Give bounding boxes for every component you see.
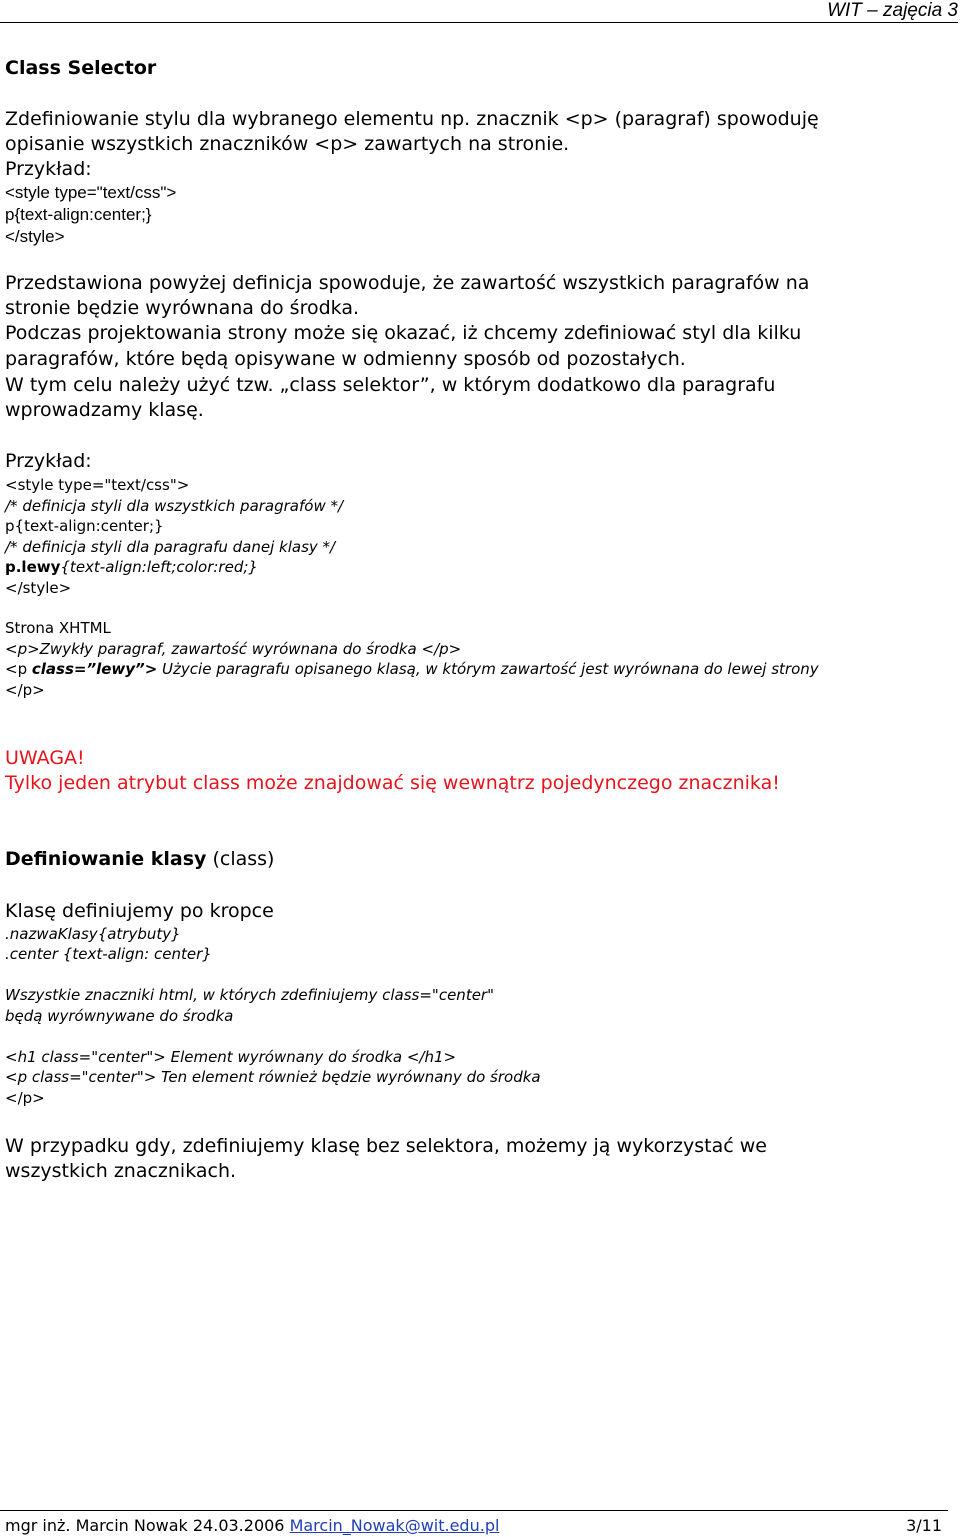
code2-line-6: </style> [5, 579, 72, 597]
code2-line-3: p{text-align:center;} [5, 517, 164, 535]
xhtml-line-2 [5, 660, 819, 678]
intro-line-1: Zdefiniowanie stylu dla wybranego elementu np. znacznik <p> (paragraf) spowoduję [5, 108, 819, 130]
example-label: Przykład: [5, 158, 92, 180]
code2-rule: {text-align:left;color:red;} [60, 558, 258, 576]
xhtml-label: Strona XHTML [5, 619, 111, 637]
para-line-3: Podczas projektowania strony może się okazać, iż chcemy zdefiniować styl dla kilku [5, 322, 802, 344]
section2-code-line-2: .center {text-align: center} [5, 945, 212, 963]
para-line-6: wprowadzamy klasę. [5, 399, 204, 421]
section2-heading-bold: Definiowanie klasy [5, 848, 207, 870]
xhtml-class-attr: class=”lewy”> [31, 660, 158, 678]
section-heading-class-selector: Class Selector [5, 57, 157, 79]
footer-divider [0, 1510, 948, 1511]
para-line-4: paragrafów, które będą opisywane w odmienny sposób od pozostałych. [5, 348, 686, 370]
section-heading-define-class [5, 848, 274, 870]
intro-line-2: opisanie wszystkich znaczników <p> zawartych na stronie. [5, 133, 570, 155]
section2-final-line-2: wszystkich znacznikach. [5, 1160, 237, 1182]
xhtml-open-tag: <p [5, 660, 32, 678]
section2-line-1: Klasę definiujemy po kropce [5, 900, 274, 922]
code2-line-1: <style type="text/css"> [5, 476, 190, 494]
section2-code2-line-1: <h1 class="center"> Element wyrównany do środka </h1> [5, 1048, 457, 1066]
warning-text: Tylko jeden atrybut class może znajdować się wewnątrz pojedynczego znacznika! [5, 772, 780, 794]
section2-desc-line-1: Wszystkie znaczniki html, w których zdefiniujemy class="center" [5, 986, 494, 1004]
section2-heading-rest: (class) [206, 848, 275, 870]
code2-selector: p.lewy [5, 558, 61, 576]
code1-line-1: <style type="text/css"> [5, 183, 177, 202]
code2-line-2: /* definicja styli dla wszystkich paragrafów */ [5, 497, 344, 515]
code1-line-3: </style> [5, 227, 65, 246]
footer-author-date: mgr inż. Marcin Nowak 24.03.2006 [5, 1516, 290, 1535]
xhtml-content: Użycie paragrafu opisanego klasą, w którym zawartość jest wyrównana do lewej strony [157, 660, 819, 678]
section2-code-line-1: .nazwaKlasy{atrybuty} [5, 925, 181, 943]
xhtml-line-3: </p> [5, 681, 45, 699]
section2-final-line-1: W przypadku gdy, zdefiniujemy klasę bez selektora, możemy ją wykorzystać we [5, 1135, 767, 1157]
example2-label: Przykład: [5, 450, 92, 472]
xhtml-line-1: <p>Zwykły paragraf, zawartość wyrównana do środka </p> [5, 640, 462, 658]
page-header [0, 0, 958, 23]
footer [5, 1516, 499, 1535]
para-line-5: W tym celu należy użyć tzw. „class selektor”, w którym dodatkowo dla paragrafu [5, 374, 776, 396]
footer-email-link[interactable]: Marcin_Nowak@wit.edu.pl [289, 1516, 500, 1535]
code2-line-5 [5, 558, 258, 576]
header-title: WIT – zajęcia 3 [827, 0, 958, 21]
warning-title: UWAGA! [5, 747, 85, 769]
section2-desc-line-2: będą wyrównywane do środka [5, 1007, 234, 1025]
page-number: 3/11 [906, 1516, 942, 1535]
section2-code2-line-2: <p class="center"> Ten element również będzie wyrównany do środka [5, 1068, 541, 1086]
para-line-2: stronie będzie wyrównana do środka. [5, 297, 360, 319]
code1-line-2: p{text-align:center;} [5, 205, 152, 224]
section2-code2-line-3: </p> [5, 1089, 45, 1107]
para-line-1: Przedstawiona powyżej definicja spowoduje, że zawartość wszystkich paragrafów na [5, 272, 810, 294]
code2-line-4: /* definicja styli dla paragrafu danej klasy */ [5, 538, 336, 556]
